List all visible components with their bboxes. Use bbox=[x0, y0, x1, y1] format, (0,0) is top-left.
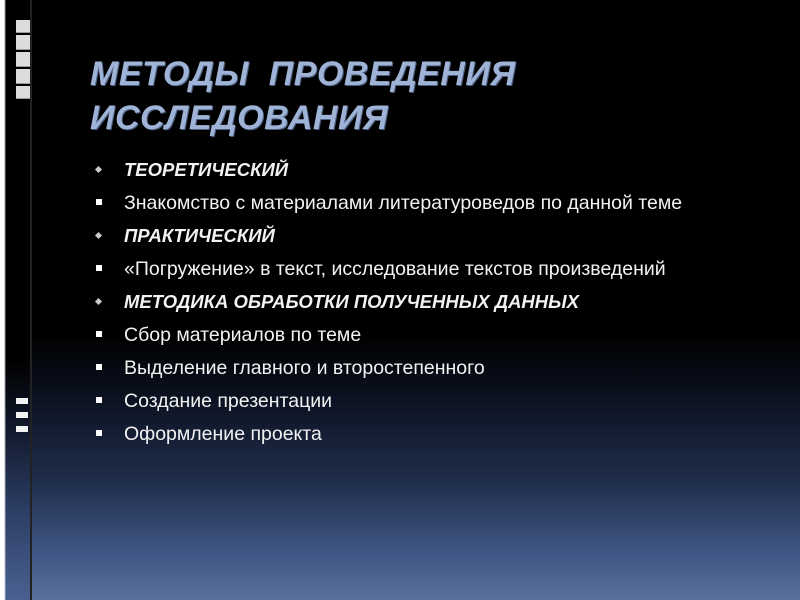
stripe bbox=[16, 52, 30, 67]
bullet-text: Сбор материалов по теме bbox=[124, 324, 362, 346]
list-item bbox=[96, 356, 766, 380]
title-line-1: МЕТОДЫ ПРОВЕДЕНИЯ bbox=[90, 55, 516, 93]
list-item bbox=[96, 158, 766, 182]
title-line-2: ИССЛЕДОВАНИЯ bbox=[90, 99, 389, 137]
stripe bbox=[16, 69, 30, 84]
vertical-divider bbox=[30, 0, 32, 600]
bottom-stripes-decoration bbox=[16, 398, 30, 448]
slide-title bbox=[90, 52, 770, 140]
bullet-list bbox=[96, 158, 766, 455]
stripe bbox=[16, 398, 28, 404]
list-item bbox=[96, 290, 766, 314]
bullet-text: ПРАКТИЧЕСКИЙ bbox=[124, 225, 275, 246]
stripe bbox=[16, 86, 30, 99]
square-bullet-icon bbox=[96, 265, 102, 271]
stripe bbox=[16, 412, 28, 418]
bullet-text: Создание презентации bbox=[124, 390, 333, 412]
stripe bbox=[16, 426, 28, 432]
diamond-bullet-icon bbox=[95, 166, 102, 173]
square-bullet-icon bbox=[96, 397, 102, 403]
list-item bbox=[96, 323, 766, 347]
list-item bbox=[96, 422, 766, 446]
bullet-text: Оформление проекта bbox=[124, 423, 322, 445]
list-item bbox=[96, 224, 766, 248]
diamond-bullet-icon bbox=[95, 298, 102, 305]
square-bullet-icon bbox=[96, 430, 102, 436]
bullet-text: Знакомство с материалами литературоведов по данной теме bbox=[124, 192, 683, 214]
stripe bbox=[16, 20, 30, 33]
list-item bbox=[96, 191, 766, 215]
bullet-text: МЕТОДИКА ОБРАБОТКИ ПОЛУЧЕННЫХ ДАННЫХ bbox=[124, 291, 579, 312]
square-bullet-icon bbox=[96, 199, 102, 205]
square-bullet-icon bbox=[96, 364, 102, 370]
left-white-edge bbox=[0, 0, 6, 600]
diamond-bullet-icon bbox=[95, 232, 102, 239]
bullet-text: «Погружение» в текст, исследование текстов произведений bbox=[124, 258, 666, 280]
list-item bbox=[96, 389, 766, 413]
top-stripes-decoration bbox=[16, 20, 30, 100]
bullet-text: Выделение главного и второстепенного bbox=[124, 357, 485, 379]
bullet-text: ТЕОРЕТИЧЕСКИЙ bbox=[124, 159, 289, 180]
stripe bbox=[16, 35, 30, 50]
square-bullet-icon bbox=[96, 331, 102, 337]
list-item bbox=[96, 257, 766, 281]
